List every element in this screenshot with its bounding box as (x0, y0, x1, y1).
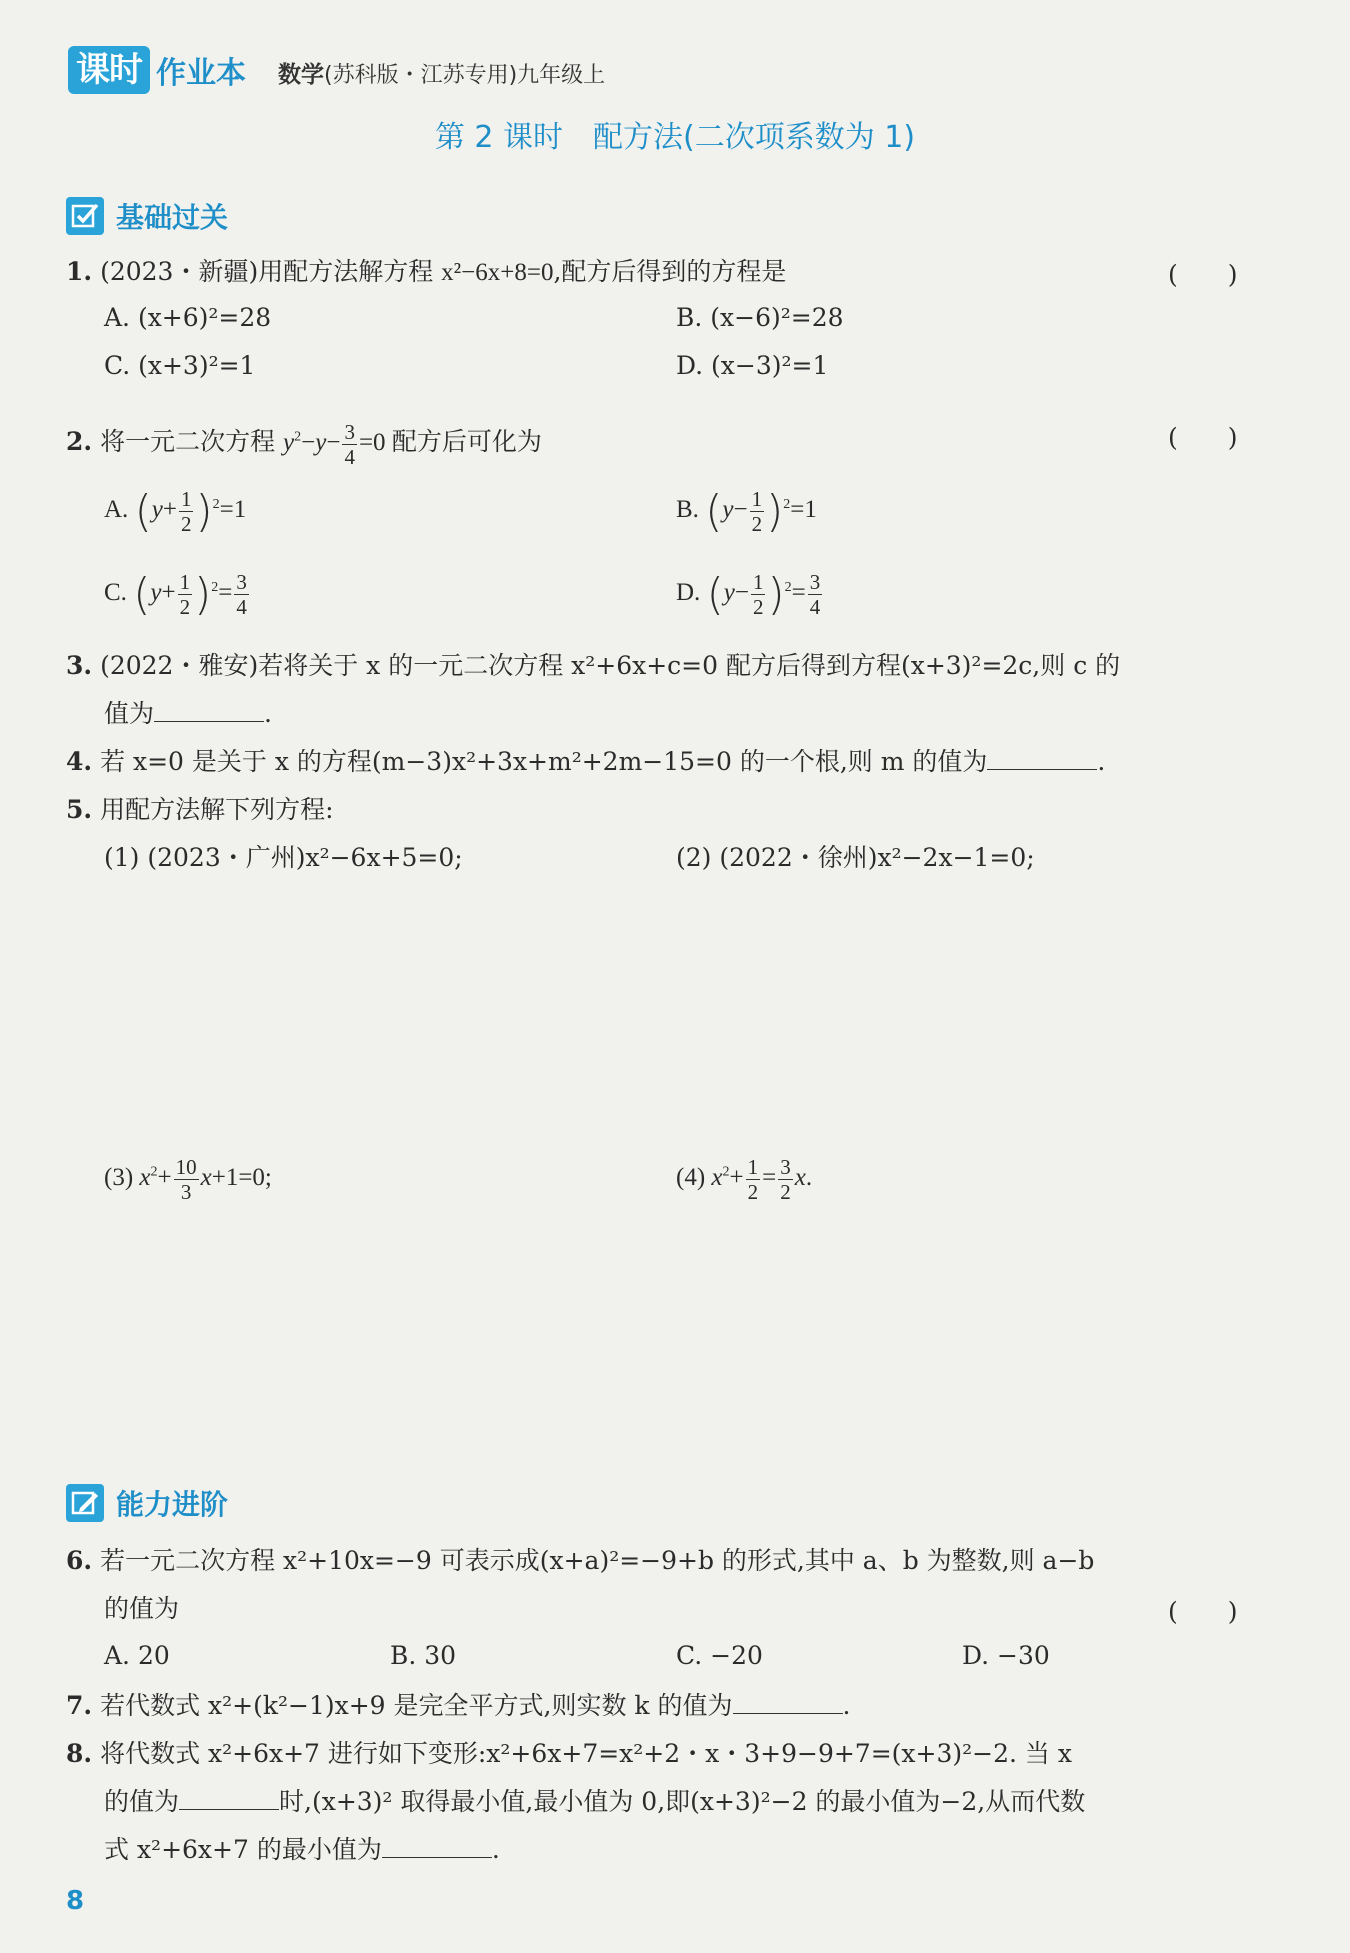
subject-line (278, 56, 605, 89)
question-5 (66, 793, 334, 827)
question-number: 2. (66, 427, 93, 456)
page-number: 8 (66, 1886, 85, 1916)
equation: $y^2-y-$ $\frac{3}{4}$ =0 (283, 419, 392, 469)
option-letter: C. (104, 579, 127, 607)
option-letter: D. (676, 579, 701, 607)
question-text: ,配方后得到的方程是 (553, 257, 787, 286)
question-5-part-1: (1) (2023・广州)x²−6x+5=0; (104, 843, 463, 872)
question-number: 7. (66, 1691, 93, 1720)
answer-blank[interactable] (179, 1787, 279, 1810)
logo-badge: 课时 (68, 46, 150, 94)
question-number: 1. (66, 257, 93, 286)
question-8-line2 (104, 1785, 1085, 1819)
question-text: 若代数式 x²+(k²−1)x+9 是完全平方式,则实数 k 的值为 (100, 1691, 733, 1720)
option-d: D. −30 (962, 1641, 1050, 1670)
question-text: 若一元二次方程 x²+10x=−9 可表示成(x+a)²=−9+b 的形式,其中 a、b 为整数,则 a−b (100, 1546, 1095, 1575)
question-source: (2023・新疆) (100, 257, 259, 286)
option-d: D. (y− $\frac{1}{2}$ )$^2$= $\frac{3}{4}$ (676, 569, 821, 620)
part-label: (3) (104, 1164, 134, 1191)
lesson-title: 第 2 课时 配方法(二次项系数为 1) (434, 120, 916, 155)
checkbox-pencil-icon (66, 197, 104, 235)
answer-blank[interactable] (987, 747, 1097, 770)
option-a: A. (x+6)²=28 (104, 303, 272, 332)
option-c: C. (y+ $\frac{1}{2}$ )$^2$= $\frac{3}{4}$ (104, 569, 247, 620)
question-number: 4. (66, 747, 93, 776)
logo-title: 作业本 (156, 56, 246, 91)
question-text: 配方后可化为 (391, 427, 542, 456)
question-5-part-4: (4) $x^2+$ $\frac{1}{2}$ = $\frac{3}{2}$ x. (676, 1154, 813, 1204)
pencil-box-icon (66, 1484, 104, 1522)
question-number: 8. (66, 1739, 93, 1768)
answer-blank[interactable] (154, 699, 264, 722)
answer-blank[interactable] (382, 1835, 492, 1858)
question-5-part-2: (2) (2022・徐州)x²−2x−1=0; (676, 843, 1035, 872)
option-b: B. (y− $\frac{1}{2}$ )$^2$=1 (676, 486, 817, 537)
question-3 (66, 649, 1120, 683)
option-c: C. (x+3)²=1 (104, 351, 256, 380)
option-a: A. 20 (104, 1641, 170, 1670)
workbook-logo (68, 46, 246, 94)
section-basic-label: 基础过关 (116, 201, 229, 234)
question-3-line2: 值为 . (104, 699, 272, 728)
subject-edition: (苏科版・江苏专用)九年级上 (324, 63, 606, 88)
question-text: 时,(x+3)² 取得最小值,最小值为 0,即(x+3)²−2 的最小值为−2,从而代数 (279, 1787, 1086, 1816)
question-number: 5. (66, 795, 93, 824)
question-text: 若将关于 x 的一元二次方程 x²+6x+c=0 配方后得到方程(x+3)²=2c,则 c 的 (258, 651, 1121, 680)
answer-parenthesis: ( ) (1168, 423, 1238, 452)
question-text: 将一元二次方程 (100, 427, 284, 456)
question-4: 4. 若 x=0 是关于 x 的方程(m−3)x²+3x+m²+2m−15=0 的一个根,则 m 的值为 . (66, 747, 1106, 776)
answer-blank[interactable] (733, 1691, 843, 1714)
question-number: 3. (66, 651, 93, 680)
question-5-part-3: (3) $x^2+$ $\frac{10}{3}$ x+1=0; (104, 1154, 272, 1204)
question-7: 7. 若代数式 x²+(k²−1)x+9 是完全平方式,则实数 k 的值为 . (66, 1691, 851, 1720)
question-text: 用配方法解方程 (258, 257, 442, 286)
question-8 (66, 1737, 1072, 1771)
section-advanced (66, 1483, 228, 1523)
question-source: (2022・雅安) (100, 651, 259, 680)
question-6 (66, 1544, 1094, 1578)
question-1 (66, 255, 786, 290)
section-basic (66, 196, 228, 236)
question-number: 6. (66, 1546, 93, 1575)
question-text: 若 x=0 是关于 x 的方程(m−3)x²+3x+m²+2m−15=0 的一个根,则 m 的值为 (100, 747, 988, 776)
question-text: 将代数式 x²+6x+7 进行如下变形:x²+6x+7=x²+2・x・3+9−9+7=(x+3)²−2. 当 x (100, 1739, 1072, 1768)
option-d: D. (x−3)²=1 (676, 351, 829, 380)
question-text: 值为 (104, 699, 155, 728)
question-6-line2: 的值为 (104, 1594, 180, 1623)
question-8-line3: 式 x²+6x+7 的最小值为 . (104, 1835, 500, 1864)
question-text: 的值为 (104, 1787, 180, 1816)
option-letter: A. (104, 496, 129, 524)
option-c: C. −20 (676, 1641, 763, 1670)
question-text: 式 x²+6x+7 的最小值为 (104, 1835, 382, 1864)
option-letter: B. (676, 496, 699, 524)
answer-parenthesis: ( ) (1168, 1597, 1238, 1626)
part-label: (4) (676, 1164, 706, 1191)
option-a: A. (y+ $\frac{1}{2}$ )$^2$=1 (104, 486, 247, 537)
subject-main: 数学 (278, 62, 324, 88)
answer-parenthesis: ( ) (1168, 260, 1238, 289)
section-advanced-label: 能力进阶 (116, 1488, 229, 1521)
option-b: B. 30 (390, 1641, 457, 1670)
option-b: B. (x−6)²=28 (676, 303, 844, 332)
question-text: 用配方法解下列方程: (100, 795, 334, 824)
equation: x²−6x+8=0 (441, 259, 554, 286)
question-2 (66, 412, 542, 473)
